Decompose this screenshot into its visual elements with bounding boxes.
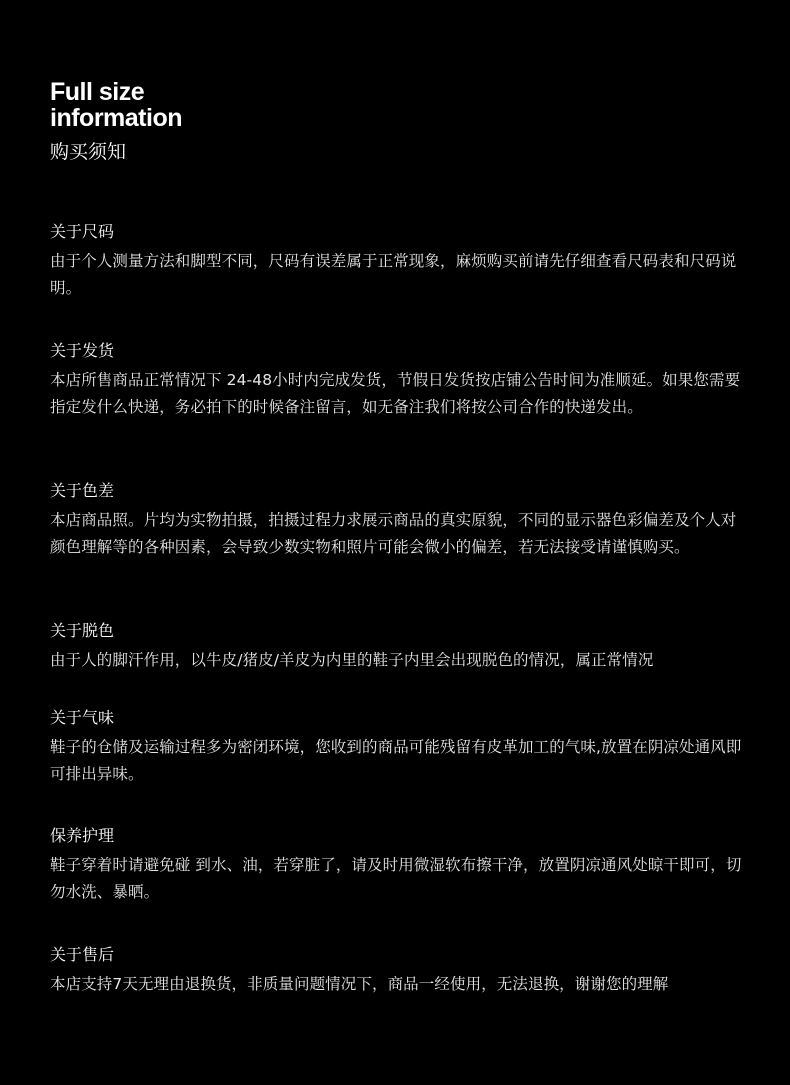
section-after-sales [50,945,750,998]
subtitle: 购买须知 [50,141,127,163]
section-body: 由于人的脚汗作用，以牛皮/猪皮/羊皮为内里的鞋子内里会出现脱色的情况，属正常情况 [50,651,654,669]
header [50,79,182,165]
section-title: 关于色差 [50,481,115,500]
section-title: 关于尺码 [50,222,115,241]
section-odor [50,708,750,787]
section-title: 关于发货 [50,341,115,360]
section-shipping [50,341,750,420]
section-title: 保养护理 [50,826,115,845]
section-color-difference [50,481,750,560]
title-line-2: information [50,104,182,132]
section-body: 由于个人测量方法和脚型不同，尺码有误差属于正常现象，麻烦购买前请先仔细查看尺码表和尺码说明。 [50,252,737,297]
title-line-1: Full size [50,78,145,106]
section-title: 关于脱色 [50,621,115,640]
section-body: 本店商品照。片均为实物拍摄，拍摄过程力求展示商品的真实原貌，不同的显示器色彩偏差及个人对颜色理解等的各种因素，会导致少数实物和照片可能会微小的偏差，若无法接受请谨慎购买。 [50,511,737,556]
section-body: 本店所售商品正常情况下 24-48小时内完成发货，节假日发货按店铺公告时间为准顺延。如果您需要指定发什么快递，务必拍下的时候备注留言，如无备注我们将按公司合作的快递发出。 [50,371,741,416]
section-title: 关于气味 [50,708,115,727]
section-discoloration [50,621,750,674]
section-care [50,826,750,905]
section-body: 鞋子穿着时请避免碰 到水、油，若穿脏了，请及时用微湿软布擦干净，放置阴凉通风处晾干即可，切勿水洗、暴晒。 [50,856,742,901]
section-body: 鞋子的仓储及运输过程多为密闭环境，您收到的商品可能残留有皮革加工的气味,放置在阴凉处通风即可排出异味。 [50,738,742,783]
section-body: 本店支持7天无理由退换货，非质量问题情况下，商品一经使用，无法退换，谢谢您的理解 [50,975,669,993]
section-size [50,222,750,301]
section-title: 关于售后 [50,945,115,964]
